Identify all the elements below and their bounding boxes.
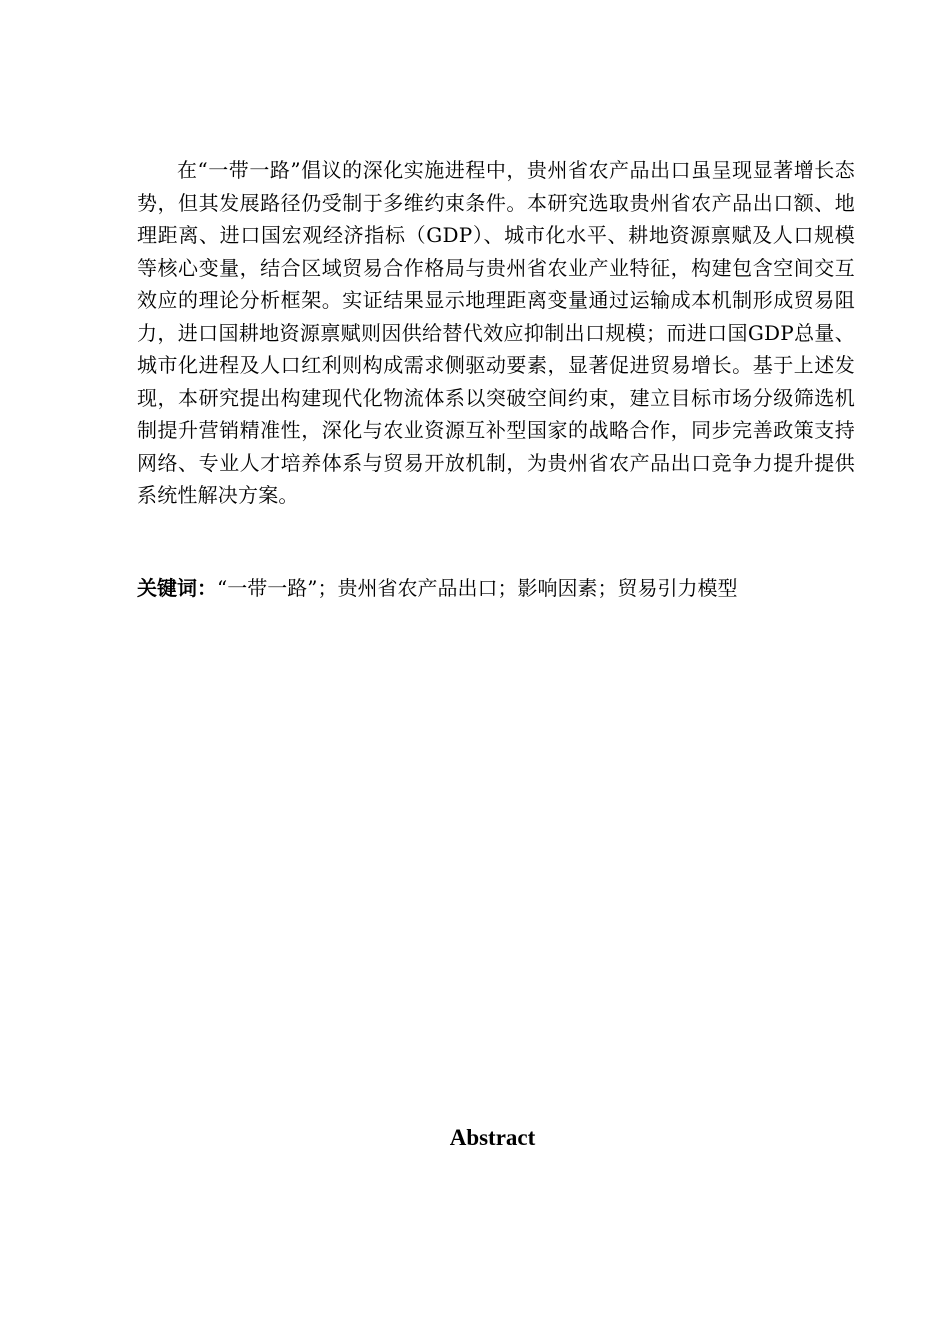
- keywords-list: “一带一路”；贵州省农产品出口；影响因素；贸易引力模型: [217, 576, 738, 600]
- keywords-line: [137, 572, 867, 604]
- keywords-label: 关键词：: [137, 576, 217, 600]
- english-abstract-heading: Abstract: [449, 1125, 536, 1150]
- abstract-body-text: 在“一带一路”倡议的深化实施进程中，贵州省农产品出口虽呈现显著增长态势，但其发展路径仍受制于多维约束条件。本研究选取贵州省农产品出口额、地理距离、进口国宏观经济指标（GDP）、城市化水平、耕地资源禀赋及人口规模等核心变量，结合区域贸易合作格局与贵州省农业产业特征，构建包含空间交互效应的理论分析框架。实证结果显示地理距离变量通过运输成本机制形成贸易阻力，进口国耕地资源禀赋则因供给替代效应抑制出口规模；而进口国GDP总量、城市化进程及人口红利则构成需求侧驱动要素，显著促进贸易增长。基于上述发现，本研究提出构建现代化物流体系以突破空间约束，建立目标市场分级筛选机制提升营销精准性，深化与农业资源互补型国家的战略合作，同步完善政策支持网络、专业人才培养体系与贸易开放机制，为贵州省农产品出口竞争力提升提供系统性解决方案。: [137, 158, 855, 507]
